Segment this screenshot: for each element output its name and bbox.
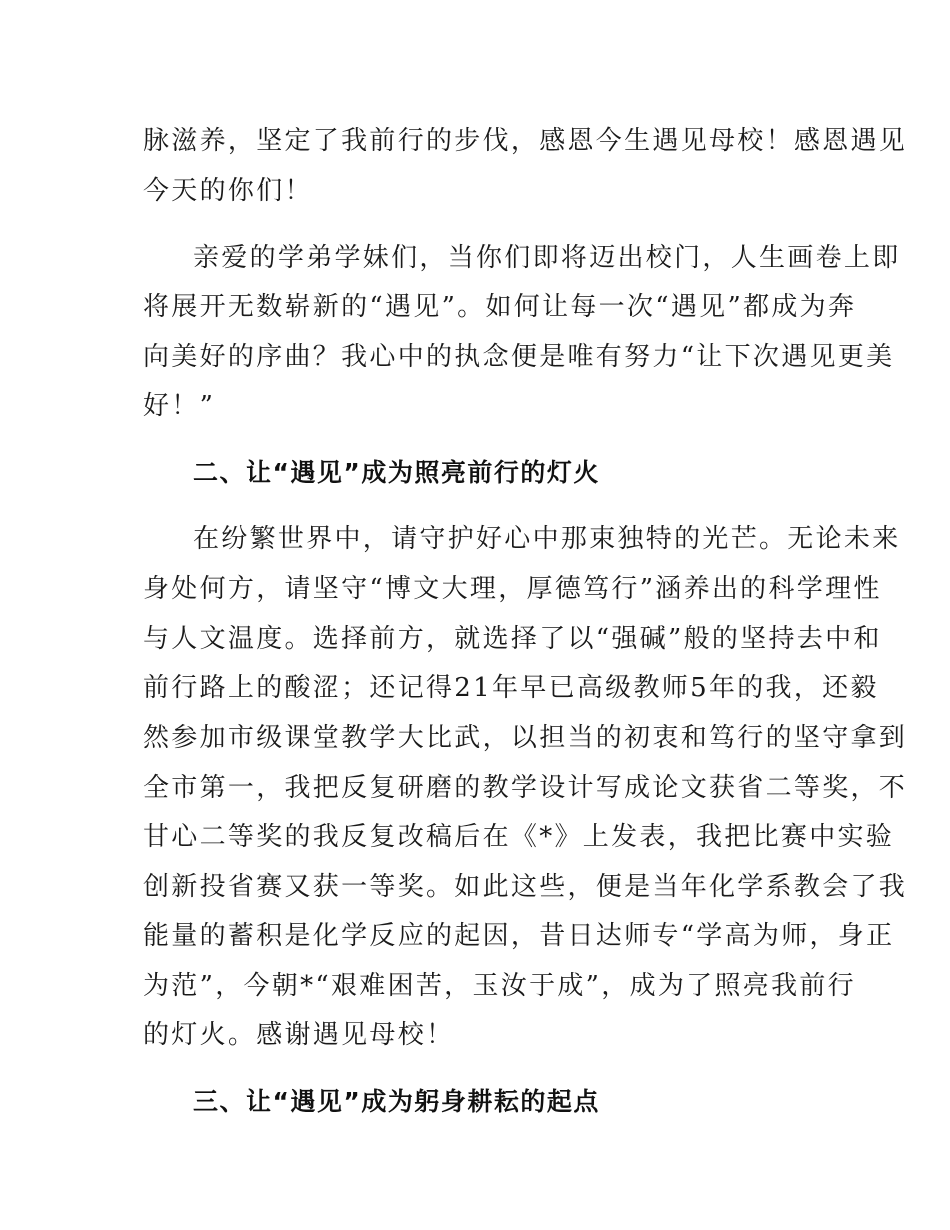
paragraph-3-line-10: 为范”，今朝*“艰难困苦，玉汝于成”，成为了照亮我前行 <box>143 971 856 1001</box>
paragraph-2-line-1: 亲爱的学弟学妹们，当你们即将迈出校门，人生画卷上即 <box>193 243 901 273</box>
paragraph-3-line-7: 甘心二等奖的我反复改稿后在《*》上发表，我把比赛中实验 <box>143 822 895 852</box>
paragraph-3-line-3: 与人文温度。选择前方，就选择了以“强碱”般的坚持去中和 <box>143 624 882 654</box>
paragraph-3-line-5: 然参加市级课堂教学大比武，以担当的初衷和笃行的坚守拿到 <box>143 723 908 753</box>
section-heading-3: 三、让“遇见”成为躬身耕耘的起点 <box>193 1087 600 1116</box>
section-heading-2: 二、让“遇见”成为照亮前行的灯火 <box>193 458 600 487</box>
paragraph-1-line-1: 脉滋养，坚定了我前行的步伐，感恩今生遇见母校！感恩遇见 <box>143 126 908 156</box>
paragraph-3-line-8: 创新投省赛又获一等奖。如此这些，便是当年化学系教会了我 <box>143 872 908 902</box>
paragraph-1-line-2: 今天的你们！ <box>143 176 313 206</box>
paragraph-3-line-9: 能量的蓄积是化学反应的起因，昔日达师专“学高为师，身正 <box>143 921 895 951</box>
paragraph-2-line-3: 向美好的序曲？我心中的执念便是唯有努力“让下次遇见更美 <box>143 342 895 372</box>
paragraph-3-line-6: 全市第一，我把反复研磨的教学设计写成论文获省二等奖，不 <box>143 773 908 803</box>
paragraph-3-line-1: 在纷繁世界中，请守护好心中那束独特的光芒。无论未来 <box>193 524 901 554</box>
paragraph-2-line-2: 将展开无数崭新的“遇见”。如何让每一次“遇见”都成为奔 <box>143 292 857 322</box>
paragraph-3-line-4: 前行路上的酸涩；还记得21年早已高级教师5年的我，还毅 <box>143 673 879 703</box>
paragraph-3-line-11: 的灯火。感谢遇见母校！ <box>143 1020 455 1050</box>
paragraph-3-line-2: 身处何方，请坚守“博文大理，厚德笃行”涵养出的科学理性 <box>143 574 882 604</box>
paragraph-2-line-4: 好！” <box>143 391 216 421</box>
